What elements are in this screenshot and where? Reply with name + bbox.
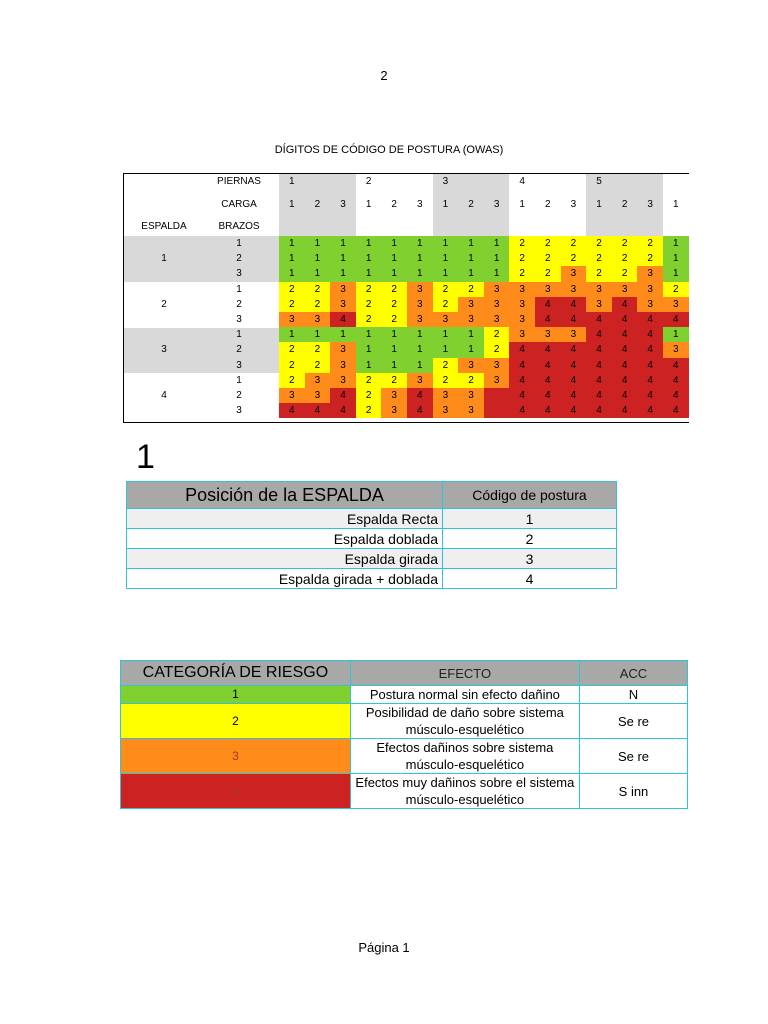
risk-action: Se re: [579, 739, 687, 774]
owas-cell: 4: [535, 388, 561, 403]
section-number: 1: [136, 438, 155, 476]
owas-cell: 1: [663, 251, 689, 266]
owas-cell: 4: [586, 342, 612, 357]
risk-level: 3: [121, 739, 351, 774]
owas-cell: 2: [279, 373, 305, 388]
owas-cell: 4: [663, 373, 689, 388]
owas-cell: 3: [561, 266, 587, 281]
owas-cell: 4: [561, 312, 587, 327]
espalda-code: 4: [443, 569, 617, 589]
owas-cell: 3: [381, 388, 407, 403]
owas-cell: 2: [612, 236, 638, 251]
carga-value: 1: [519, 199, 525, 210]
owas-cell: 3: [458, 388, 484, 403]
owas-cell: 4: [612, 403, 638, 418]
owas-cell: 3: [407, 297, 433, 312]
owas-cell: 2: [535, 251, 561, 266]
owas-cell: 3: [407, 312, 433, 327]
owas-cell: 4: [586, 312, 612, 327]
carga-label: CARGA: [221, 199, 257, 210]
owas-cell: 3: [509, 327, 535, 342]
owas-cell: 2: [535, 236, 561, 251]
owas-cell: 1: [484, 236, 510, 251]
carga-value: 3: [340, 199, 346, 210]
brazos-value: 3: [236, 405, 242, 417]
owas-cell: 1: [279, 327, 305, 342]
owas-cell: 4: [561, 373, 587, 388]
owas-cell: 1: [381, 358, 407, 373]
brazos-value: 2: [236, 253, 242, 265]
brazos-label: BRAZOS: [218, 221, 260, 232]
owas-cell: 3: [381, 403, 407, 418]
carga-value: 1: [673, 199, 679, 210]
owas-cell: 1: [381, 327, 407, 342]
owas-cell: 1: [433, 342, 459, 357]
brazos-value: 1: [236, 283, 242, 295]
owas-cell: 3: [305, 388, 331, 403]
espalda-header-left: Posición de la ESPALDA: [127, 482, 443, 509]
owas-cell: 1: [305, 266, 331, 281]
espalda-header-right: Código de postura: [443, 482, 617, 509]
carga-value: 3: [570, 199, 577, 210]
piernas-value: 4: [519, 176, 525, 187]
owas-cell: 3: [561, 327, 587, 342]
owas-cell: 4: [663, 358, 689, 373]
owas-cell: 1: [663, 266, 689, 281]
owas-cell: 4: [586, 403, 612, 418]
group-divider: [124, 282, 279, 283]
owas-cell: 4: [612, 358, 638, 373]
owas-cell: 3: [663, 297, 689, 312]
piernas-value: 2: [365, 176, 372, 187]
owas-cell: 1: [356, 327, 382, 342]
table-row: [127, 529, 617, 549]
owas-cell: 1: [330, 266, 356, 281]
carga-value: 1: [442, 199, 449, 210]
owas-cell: 4: [663, 403, 689, 418]
carga-value: 1: [596, 199, 602, 210]
owas-cell: 3: [484, 312, 510, 327]
owas-cell: 1: [330, 236, 356, 251]
owas-cell: 3: [484, 282, 510, 297]
owas-cell: 4: [663, 388, 689, 403]
owas-cell: 2: [433, 282, 459, 297]
owas-cell: 2: [356, 282, 382, 297]
owas-cell: 3: [330, 358, 356, 373]
owas-cell: [484, 403, 510, 418]
owas-cell: 4: [663, 312, 689, 327]
owas-cell: 2: [381, 373, 407, 388]
risk-action: S inn: [579, 774, 687, 809]
owas-cell: 3: [484, 373, 510, 388]
owas-cell: 2: [561, 236, 587, 251]
owas-cell: 4: [330, 403, 356, 418]
page-footer: Página 1: [358, 940, 410, 955]
owas-cell: 1: [407, 251, 433, 266]
owas-cell: 1: [356, 251, 382, 266]
owas-cell: 3: [509, 282, 535, 297]
owas-cell: 3: [433, 388, 459, 403]
owas-cell: 3: [509, 312, 535, 327]
owas-cell: 2: [279, 342, 305, 357]
owas-cell: 1: [433, 251, 459, 266]
owas-cell: 4: [612, 373, 638, 388]
brazos-value: 1: [236, 238, 242, 249]
owas-cell: 3: [279, 388, 305, 403]
owas-cell: 3: [637, 282, 663, 297]
owas-cell: 4: [612, 388, 638, 403]
owas-cell: 2: [458, 282, 484, 297]
owas-cell: 3: [330, 342, 356, 357]
owas-cell: 2: [612, 251, 638, 266]
risk-level: 4: [121, 774, 351, 809]
owas-cell: 4: [535, 403, 561, 418]
carga-value: 2: [621, 199, 628, 210]
owas-cell: 3: [330, 297, 356, 312]
owas-cell: 4: [561, 358, 587, 373]
owas-cell: 2: [586, 266, 612, 281]
owas-cell: 1: [356, 342, 382, 357]
espalda-label: Espalda Recta: [127, 509, 443, 529]
owas-cell: 2: [279, 282, 305, 297]
owas-cell: 2: [381, 312, 407, 327]
owas-cell: 1: [484, 251, 510, 266]
owas-cell: 4: [509, 388, 535, 403]
table-row: [121, 686, 688, 704]
owas-cell: 4: [561, 297, 587, 312]
owas-cell: 1: [330, 327, 356, 342]
brazos-value: 1: [236, 374, 242, 386]
owas-cell: 3: [279, 312, 305, 327]
owas-cell: 4: [586, 373, 612, 388]
owas-cell: 2: [305, 282, 331, 297]
owas-cell: 3: [509, 297, 535, 312]
owas-cell: 3: [433, 403, 459, 418]
owas-cell: 3: [535, 327, 561, 342]
owas-table: [123, 173, 689, 423]
owas-cell: 2: [433, 358, 459, 373]
risk-level: 2: [121, 704, 351, 739]
owas-cell: 4: [586, 327, 612, 342]
owas-cell: 3: [561, 282, 587, 297]
owas-cell: 2: [356, 403, 382, 418]
risk-level: 1: [121, 686, 351, 704]
carga-value: 1: [365, 199, 372, 210]
brazos-value: 2: [236, 390, 242, 401]
owas-cell: 2: [637, 251, 663, 266]
brazos-value: 3: [236, 268, 242, 280]
carga-value: 3: [647, 199, 653, 210]
brazos-value: 3: [236, 314, 242, 325]
owas-cell: 1: [663, 327, 689, 342]
owas-cell: [484, 388, 510, 403]
owas-cell: 4: [509, 358, 535, 373]
espalda-value: 2: [161, 298, 167, 310]
owas-cell: 2: [458, 373, 484, 388]
owas-cell: 4: [509, 342, 535, 357]
owas-cell: 3: [484, 358, 510, 373]
owas-cell: 2: [305, 342, 331, 357]
risk-action: Se re: [579, 704, 687, 739]
owas-cell: 1: [356, 358, 382, 373]
owas-cell: 1: [458, 251, 484, 266]
owas-cell: 1: [381, 342, 407, 357]
owas-cell: 4: [637, 327, 663, 342]
owas-cell: 1: [381, 266, 407, 281]
owas-cell: 3: [305, 312, 331, 327]
table-row: [121, 774, 688, 809]
owas-cell: 4: [612, 327, 638, 342]
owas-cell: 2: [484, 327, 510, 342]
owas-cell: 4: [535, 373, 561, 388]
group-divider: [124, 373, 279, 374]
owas-cell: 1: [484, 266, 510, 281]
owas-cell: 3: [458, 403, 484, 418]
owas-cell: 1: [279, 236, 305, 251]
owas-cell: 1: [407, 266, 433, 281]
owas-cell: 3: [663, 342, 689, 357]
table-row: [127, 549, 617, 569]
risk-action: N: [579, 686, 687, 704]
risk-table: [120, 660, 688, 809]
carga-value: 2: [391, 199, 397, 210]
owas-cell: 2: [433, 297, 459, 312]
espalda-label: Espalda girada: [127, 549, 443, 569]
owas-cell: 3: [407, 282, 433, 297]
owas-cell: 2: [279, 358, 305, 373]
owas-cell: 4: [535, 297, 561, 312]
owas-cell: 1: [663, 236, 689, 251]
carga-value: 3: [417, 199, 423, 210]
owas-cell: 1: [279, 251, 305, 266]
owas-cell: 3: [407, 373, 433, 388]
owas-cell: 2: [356, 312, 382, 327]
risk-effect: Efectos muy dañinos sobre el sistema músculo-esquelético: [350, 774, 579, 809]
brazos-value: 2: [236, 298, 242, 310]
owas-cell: 2: [484, 342, 510, 357]
owas-cell: 2: [356, 388, 382, 403]
owas-cell: 1: [458, 342, 484, 357]
espalda-table: [126, 481, 617, 589]
risk-effect: Posibilidad de daño sobre sistema músculo-esquelético: [350, 704, 579, 739]
carga-value: 2: [545, 199, 551, 210]
owas-cell: 1: [305, 327, 331, 342]
espalda-code: 2: [443, 529, 617, 549]
carga-value: 2: [314, 199, 321, 210]
owas-cell: 1: [407, 236, 433, 251]
owas-cell: 4: [586, 388, 612, 403]
owas-cell: 3: [586, 297, 612, 312]
brazos-value: 3: [236, 359, 242, 371]
owas-cell: 3: [330, 373, 356, 388]
owas-cell: 1: [407, 358, 433, 373]
owas-cell: 1: [458, 327, 484, 342]
owas-cell: 3: [586, 282, 612, 297]
owas-cell: 2: [305, 297, 331, 312]
table-row: [127, 569, 617, 589]
owas-cell: 3: [484, 297, 510, 312]
owas-cell: 4: [637, 403, 663, 418]
brazos-value: 1: [236, 329, 242, 341]
owas-cell: 2: [509, 236, 535, 251]
piernas-label: PIERNAS: [217, 176, 261, 187]
risk-header-category: CATEGORÍA DE RIESGO: [121, 661, 351, 686]
owas-cell: 1: [433, 327, 459, 342]
owas-cell: 2: [612, 266, 638, 281]
owas-cell: 2: [663, 282, 689, 297]
risk-header-effect: EFECTO: [350, 661, 579, 686]
owas-cell: 2: [381, 297, 407, 312]
piernas-value: 5: [596, 176, 602, 187]
owas-cell: 4: [637, 373, 663, 388]
owas-cell: 1: [356, 266, 382, 281]
owas-cell: 3: [458, 312, 484, 327]
owas-cell: 3: [458, 358, 484, 373]
owas-cell: 2: [356, 297, 382, 312]
owas-cell: 2: [509, 266, 535, 281]
owas-cell: 1: [279, 266, 305, 281]
owas-cell: 4: [535, 312, 561, 327]
owas-cell: 4: [330, 388, 356, 403]
espalda-value: 4: [161, 389, 167, 401]
espalda-value: 1: [161, 253, 167, 264]
owas-cell: 1: [407, 342, 433, 357]
owas-cell: 3: [637, 297, 663, 312]
table-row: [127, 509, 617, 529]
owas-cell: 3: [637, 266, 663, 281]
page-number-top: 2: [380, 68, 388, 83]
owas-cell: 1: [356, 236, 382, 251]
owas-cell: 4: [637, 312, 663, 327]
owas-cell: 3: [458, 297, 484, 312]
owas-cell: 2: [586, 236, 612, 251]
piernas-value: 3: [442, 176, 449, 187]
owas-cell: 4: [305, 403, 331, 418]
owas-cell: 4: [561, 403, 587, 418]
owas-cell: 2: [433, 373, 459, 388]
espalda-code: 1: [443, 509, 617, 529]
table-row: [121, 739, 688, 774]
owas-cell: 4: [612, 312, 638, 327]
owas-cell: 1: [433, 236, 459, 251]
piernas-value: 1: [289, 176, 295, 187]
owas-cell: 2: [305, 358, 331, 373]
risk-header-action: ACC: [579, 661, 687, 686]
owas-cell: 4: [330, 312, 356, 327]
owas-cell: 1: [458, 236, 484, 251]
carga-value: 1: [289, 199, 295, 210]
table-row: [121, 704, 688, 739]
espalda-label: Espalda doblada: [127, 529, 443, 549]
owas-cell: 2: [561, 251, 587, 266]
owas-cell: 1: [305, 251, 331, 266]
risk-table-wrapper: [120, 660, 688, 810]
owas-cell: 3: [305, 373, 331, 388]
owas-cell: 4: [612, 297, 638, 312]
carga-value: 3: [493, 199, 500, 210]
owas-cell: 4: [535, 358, 561, 373]
owas-cell: 4: [637, 358, 663, 373]
owas-cell: 2: [356, 373, 382, 388]
owas-cell: 2: [279, 297, 305, 312]
owas-cell: 4: [407, 403, 433, 418]
owas-cell: 4: [637, 388, 663, 403]
owas-cell: 1: [458, 266, 484, 281]
owas-cell: 4: [637, 342, 663, 357]
espalda-label: ESPALDA: [141, 221, 187, 232]
owas-cell: 4: [509, 373, 535, 388]
owas-cell: 1: [433, 266, 459, 281]
espalda-code: 3: [443, 549, 617, 569]
owas-cell: 1: [305, 236, 331, 251]
risk-effect: Efectos dañinos sobre sistema músculo-esquelético: [350, 739, 579, 774]
owas-cell: 1: [381, 236, 407, 251]
owas-cell: 4: [535, 342, 561, 357]
owas-cell: 4: [586, 358, 612, 373]
owas-cell: 3: [535, 282, 561, 297]
brazos-value: 2: [236, 344, 242, 356]
owas-cell: 3: [433, 312, 459, 327]
owas-cell: 4: [612, 342, 638, 357]
owas-cell: 1: [381, 251, 407, 266]
owas-cell: 2: [637, 236, 663, 251]
owas-cell: 4: [279, 403, 305, 418]
owas-cell: 4: [561, 342, 587, 357]
owas-title: DÍGITOS DE CÓDIGO DE POSTURA (OWAS): [274, 144, 504, 156]
espalda-label: Espalda girada + doblada: [127, 569, 443, 589]
owas-cell: 2: [381, 282, 407, 297]
espalda-value: 3: [161, 344, 167, 356]
owas-cell: 2: [586, 251, 612, 266]
owas-cell: 3: [330, 282, 356, 297]
risk-effect: Postura normal sin efecto dañino: [350, 686, 579, 704]
group-divider: [124, 327, 279, 328]
carga-value: 2: [468, 199, 474, 210]
owas-cell: 2: [509, 251, 535, 266]
owas-cell: 4: [407, 388, 433, 403]
owas-cell: 1: [330, 251, 356, 266]
owas-cell: 3: [612, 282, 638, 297]
owas-cell: 4: [561, 388, 587, 403]
owas-cell: 4: [509, 403, 535, 418]
owas-cell: 1: [407, 327, 433, 342]
owas-cell: 2: [535, 266, 561, 281]
